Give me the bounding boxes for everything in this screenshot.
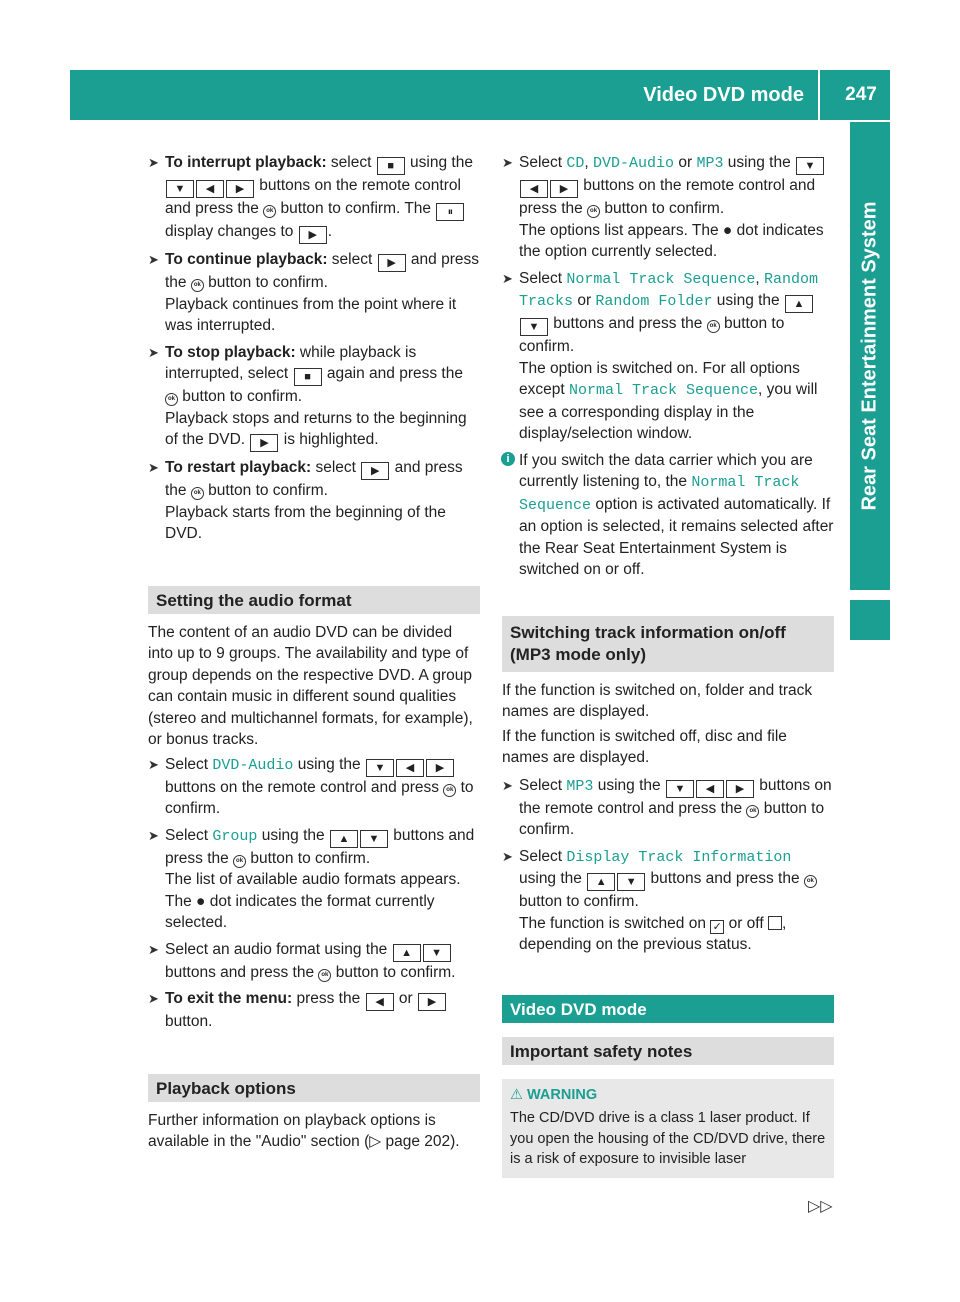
audio-format-intro: The content of an audio DVD can be divided into up to 9 groups. The availability and type of group depends on the respective DVD. A group can contain music in different sound qualities (stereo and multichannel formats, for example), or bonus tracks. [148,623,473,748]
right-column [502,152,834,1178]
left-key-icon: ◀ [366,993,394,1011]
warning-icon: ⚠ [510,1086,523,1103]
continue-icon: ▷▷ [808,1198,833,1215]
ok-button-icon: ok [165,393,178,406]
step-continue-playback: ➤ To continue playback: select ▶ and press the ok button to confirm. Playback continues from the point where it was interrupted. [148,251,479,334]
step-restart-playback: ➤ To restart playback: select ▶ and press the ok button to confirm. Playback starts from the beginning of the DVD. [148,459,463,542]
warning-text: The CD/DVD drive is a class 1 laser product. If you open the housing of the CD/DVD drive, there is a risk of exposure to invisible laser [510,1110,826,1167]
section-heading-playback-options: Playback options [148,1074,480,1102]
play-key-icon: ▶ [250,434,278,452]
ok-button-icon: ok [191,279,204,292]
step-arrow-icon: ➤ [148,252,159,267]
ok-button-icon: ok [263,205,276,218]
section-side-tab [850,122,890,590]
step-select-mp3: ➤ Select MP3 using the ▼ ◀ ▶ buttons on the remote control and press the ok button to confirm. [502,776,832,838]
step-arrow-icon: ➤ [148,344,159,360]
step-select-group: ➤ Select Group using the ▲ ▼ buttons and press the ok button to confirm. The list of available audio formats appears. The ● dot indicates the format currently selected. [148,826,475,931]
step-stop-playback: ➤ To stop playback: while playback is interrupted, select ■ again and press the ok button to confirm. Playback stops and returns to the beginning of the DVD. ▶ is highlighted. [148,342,480,453]
step-arrow-icon: ➤ [502,270,513,286]
left-key-icon: ◀ [196,180,224,198]
stop-key-icon: ■ [294,368,322,386]
down-key-icon: ▼ [166,180,194,198]
track-info-off-text: If the function is switched off, disc and file names are displayed. [502,727,787,766]
right-key-icon: ▶ [418,993,446,1011]
up-key-icon: ▲ [785,295,813,313]
step-select-dvd-audio: ➤ Select DVD-Audio using the ▼ ◀ ▶ buttons on the remote control and press ok to confirm. [148,755,474,817]
dot-icon: ● [196,892,206,910]
ok-button-icon: ok [443,784,456,797]
step-select-audio-format: ➤ Select an audio format using the ▲ ▼ buttons and press the ok button to confirm. [148,940,456,981]
step-arrow-icon: ➤ [502,777,513,793]
pause-key-icon: ⏸ [436,203,464,221]
ok-button-icon: ok [233,855,246,868]
step-arrow-icon: ➤ [148,827,159,843]
warning-box [502,1079,834,1178]
ok-button-icon: ok [707,320,720,333]
down-key-icon: ▼ [520,318,548,336]
down-key-icon: ▼ [423,944,451,962]
left-key-icon: ◀ [396,759,424,777]
step-arrow-icon: ➤ [148,941,159,957]
dot-icon: ● [722,221,733,239]
section-heading-track-info: Switching track information on/off (MP3 mode only) [502,616,834,672]
up-key-icon: ▲ [393,944,421,962]
checkbox-unchecked-icon [768,916,782,930]
step-arrow-icon: ➤ [148,991,159,1006]
ok-button-icon: ok [318,969,331,982]
down-key-icon: ▼ [666,780,694,798]
left-key-icon: ◀ [696,780,724,798]
info-note: i If you switch the data carrier which you are currently listening to, the Normal Track Sequence option is activated automatically. If an option is selected, it remains selected after the Rear Seat Entertainment System is switched on or off. [502,450,834,581]
side-tab-marker [850,600,890,640]
ok-button-icon: ok [804,875,817,888]
up-key-icon: ▲ [587,873,615,891]
step-arrow-icon: ➤ [502,155,513,170]
step-arrow-icon: ➤ [502,848,513,864]
checkbox-checked-icon: ✓ [710,920,724,934]
stop-key-icon: ■ [377,157,405,175]
step-arrow-icon: ➤ [148,756,159,772]
step-arrow-icon: ➤ [148,460,159,475]
play-key-icon: ▶ [361,462,389,480]
section-heading-audio-format: Setting the audio format [148,586,480,614]
info-icon: i [501,452,515,466]
ok-button-icon: ok [191,487,204,500]
step-arrow-icon: ➤ [148,155,159,170]
up-key-icon: ▲ [330,830,358,848]
page-number: 247 [845,84,877,105]
track-info-on-text: If the function is switched on, folder and track names are displayed. [502,681,813,720]
play-key-icon: ▶ [299,226,327,244]
down-key-icon: ▼ [366,759,394,777]
warning-title: ⚠ WARNING [510,1086,598,1103]
section-heading-safety-notes: Important safety notes [502,1037,834,1065]
section-heading-video-dvd-mode: Video DVD mode [502,995,834,1023]
left-key-icon: ◀ [520,180,548,198]
step-select-track-option: ➤ Select Normal Track Sequence, Random Tracks or Random Folder using the ▲▼ buttons and press the ok button to confirm. The option is switched on. For all options except Normal Track Sequence, you will see a corresponding display in the display/selection window. [502,269,819,442]
step-display-track-info: ➤ Select Display Track Information using the ▲ ▼ buttons and press the ok button to confirm. The function is switched on ✓ or off , depending on the previous status. [502,846,834,956]
ok-button-icon: ok [587,205,600,218]
down-key-icon: ▼ [360,830,388,848]
right-key-icon: ▶ [726,780,754,798]
side-tab-label: Rear Seat Entertainment System [858,201,881,511]
play-key-icon: ▶ [378,254,406,272]
ok-button-icon: ok [746,805,759,818]
right-key-icon: ▶ [550,180,578,198]
left-column [148,152,480,1156]
down-key-icon: ▼ [617,873,645,891]
step-exit-menu: ➤ To exit the menu: press the ◀ or ▶ button. [148,988,480,1033]
right-key-icon: ▶ [226,180,254,198]
header-title: Video DVD mode [643,70,820,120]
right-key-icon: ▶ [426,759,454,777]
page-header [70,70,890,120]
down-key-icon: ▼ [796,157,824,175]
playback-options-text: Further information on playback options is available in the "Audio" section (▷ page 202). [148,1111,460,1150]
step-interrupt-playback: ➤ To interrupt playback: select ■ using the ▼ ◀ ▶ buttons on the remote control and press the ok button to confirm. The ⏸ display changes to ▶ . [148,152,480,244]
step-select-medium: ➤ Select CD, DVD-Audio or MP3 using the ▼◀ ▶ buttons on the remote control and press the ok button to confirm. The options list appears. The ● dot indicates the option currently selected. [502,154,824,260]
